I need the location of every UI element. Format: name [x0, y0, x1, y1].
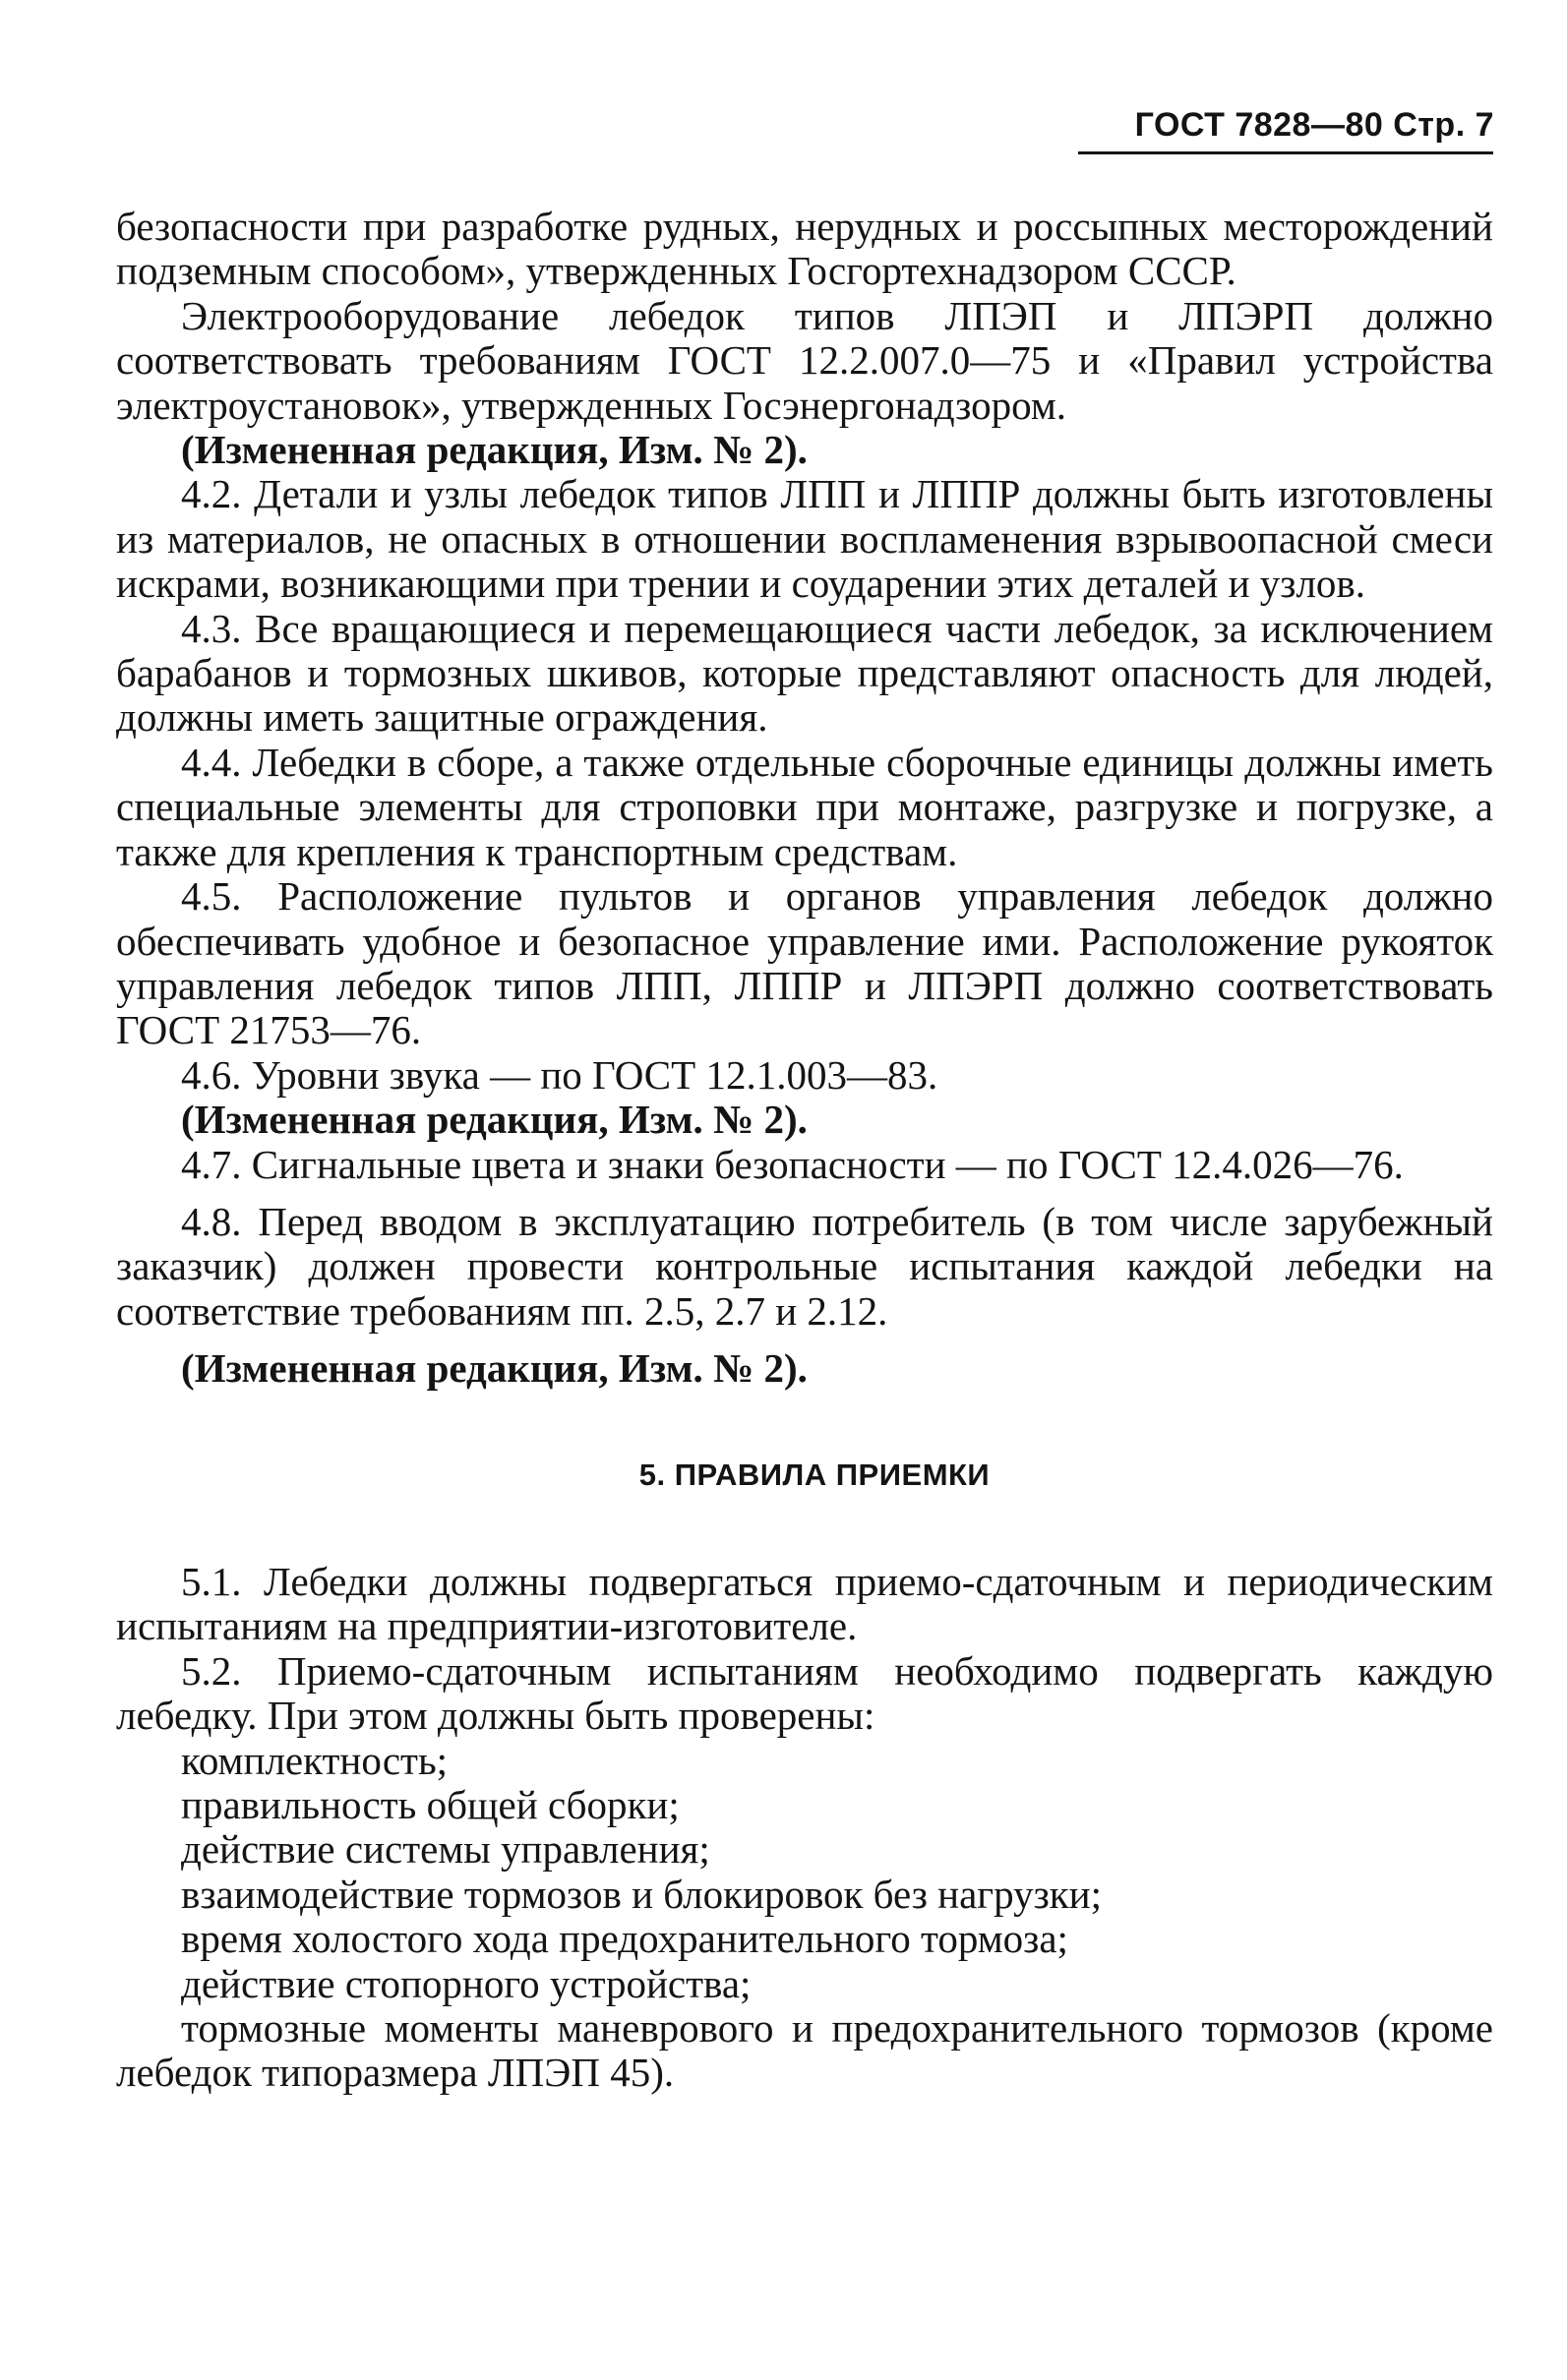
amendment-note: (Измененная редакция, Изм. № 2).: [181, 427, 808, 473]
clause-5-1: 5.1. Лебедки должны подвергаться приемо-сдаточным и периодическим испытаниям на предприятии-изготовителе.: [116, 1558, 1493, 1649]
section-title: 5. ПРАВИЛА ПРИЕМКИ: [638, 1457, 991, 1492]
list-item: действие стопорного устройства;: [181, 1960, 752, 2006]
paragraph-electrical: Электрооборудование лебедок типов ЛПЭП и ЛПЭРП должно соответствовать требованиям ГОСТ 12.2.007.0—75 и «Правил устройства электроустановок», утвержденных Госэнергонадзором.: [116, 292, 1493, 428]
list-item: время холостого хода предохранительного тормоза;: [181, 1916, 1068, 1962]
clause-4-3: 4.3. Все вращающиеся и перемещающиеся части лебедок, за исключением барабанов и тормозных шкивов, которые представляют опасность для людей, должны иметь защитные ограждения.: [116, 605, 1493, 741]
document-body: [116, 205, 1493, 2096]
clause-4-7: 4.7. Сигнальные цвета и знаки безопасности — по ГОСТ 12.4.026—76.: [181, 1141, 1404, 1187]
clause-4-8: 4.8. Перед вводом в эксплуатацию потребитель (в том числе зарубежный заказчик) должен провести контрольные испытания каждой лебедки на соответствие требованиям пп. 2.5, 2.7 и 2.12.: [116, 1198, 1493, 1334]
list-item: взаимодействие тормозов и блокировок без нагрузки;: [181, 1871, 1103, 1917]
amendment-note: (Измененная редакция, Изм. № 2).: [181, 1097, 808, 1143]
amendment-note: (Измененная редакция, Изм. № 2).: [181, 1345, 808, 1392]
clause-5-2: 5.2. Приемо-сдаточным испытаниям необходимо подвергать каждую лебедку. При этом должны быть проверены:: [116, 1647, 1493, 1739]
list-item: действие системы управления;: [181, 1826, 710, 1873]
clause-4-2: 4.2. Детали и узлы лебедок типов ЛПП и ЛППР должны быть изготовлены из материалов, не опасных в отношении воспламенения взрывоопасной смеси искрами, возникающими при трении и соударении этих деталей и узлов.: [116, 471, 1493, 607]
clause-4-4: 4.4. Лебедки в сборе, а также отдельные сборочные единицы должны иметь специальные элементы для строповки при монтаже, разгрузке и погрузке, а также для крепления к транспортным средствам.: [116, 739, 1493, 874]
list-item: тормозные моменты маневрового и предохранительного тормозов (кроме лебедок типоразмера ЛПЭП 45).: [116, 2005, 1493, 2096]
header-rule: [1078, 151, 1493, 154]
clause-4-5: 4.5. Расположение пультов и органов управления лебедок должно обеспечивать удобное и безопасное управление ими. Расположение рукояток управления лебедок типов ЛПП, ЛППР и ЛПЭРП должно соответствовать ГОСТ 21753—76.: [116, 873, 1493, 1053]
paragraph-continued: безопасности при разработке рудных, нерудных и россыпных месторождений подземным способом», утвержденных Госгортехнадзором СССР.: [116, 204, 1493, 294]
clause-4-6: 4.6. Уровни звука — по ГОСТ 12.1.003—83.: [181, 1051, 938, 1098]
list-item: правильность общей сборки;: [181, 1782, 680, 1827]
page-header: ГОСТ 7828—80 Стр. 7: [1134, 106, 1494, 144]
list-item: комплектность;: [181, 1737, 449, 1783]
